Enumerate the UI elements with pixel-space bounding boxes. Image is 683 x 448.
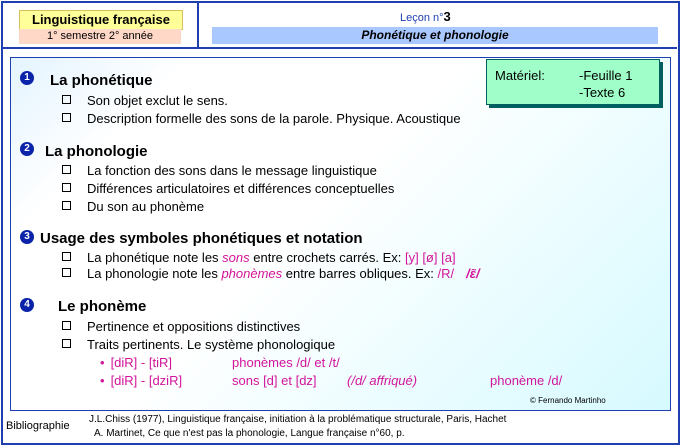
example-pair: [diR] - [tiR] [110,355,172,370]
list-item-text: entre crochets carrés. Ex: [249,250,405,265]
list-item-text: Traits pertinents. Le système phonologique [87,337,336,352]
copyright-text: © Fernando Martinho [530,396,606,405]
list-item-text: Son objet exclut le sens. [87,93,228,108]
phonological-example: /ɛ̃/ [466,266,480,281]
topic-title: Phonétique et phonologie [212,27,658,44]
lesson-number: 3 [443,9,451,24]
materiel-box [486,59,660,105]
list-item-text: La phonologie note les [87,266,222,281]
phonetic-example: [y] [ø] [a] [404,250,456,265]
materiel-item: -Texte 6 [579,85,626,100]
section-number-badge: 4 [20,298,34,312]
semester-label: 1° semestre 2° année [19,29,181,44]
list-item-text: Description formelle des sons de la parole. Physique. Acoustique [87,111,461,126]
list-item-text: La fonction des sons dans le message linguistique [87,163,377,178]
list-item [62,266,480,281]
materiel-label: Matériel: [495,68,545,83]
example-bullet [100,373,182,388]
section-title: La phonologie [45,143,148,160]
bibliography-entry: A. Martinet, Ce que n'est pas la phonologie, Langue française n°60, p. [94,428,405,439]
checkbox-bullet-icon [62,339,71,348]
checkbox-bullet-icon [62,183,71,192]
checkbox-bullet-icon [62,268,71,277]
lesson-label-text: Leçon n° [400,12,444,24]
checkbox-bullet-icon [62,113,71,122]
list-item [62,337,335,352]
example-note: phonèmes /d/ et /t/ [232,355,340,370]
emphasis-term: sons [222,250,250,265]
example-note: phonème /d/ [490,373,563,388]
list-item [62,93,228,108]
example-pair: [diR] - [dziR] [110,373,183,388]
list-item [62,181,394,196]
section-number-badge: 2 [20,142,34,156]
list-item-text: entre barres obliques. Ex: [282,266,438,281]
bullet-dot-icon: • [100,373,105,388]
bullet-dot-icon: • [100,355,105,370]
section-number-badge: 1 [20,71,34,85]
checkbox-bullet-icon [62,95,71,104]
emphasis-term: phonèmes [221,266,283,281]
section-title: Usage des symboles phonétiques et notation [40,230,363,247]
checkbox-bullet-icon [62,165,71,174]
checkbox-bullet-icon [62,252,71,261]
list-item [62,319,300,334]
list-item-text: Pertinence et oppositions distinctives [87,319,301,334]
bibliography-label: Bibliographie [6,420,70,432]
course-title: Linguistique française [19,10,183,30]
section-title: La phonétique [50,72,153,89]
example-note: sons [d] et [dz] [232,373,317,388]
list-item-text: Différences articulatoires et différences conceptuelles [87,181,395,196]
checkbox-bullet-icon [62,201,71,210]
materiel-item: -Feuille 1 [579,68,633,83]
example-bullet [100,355,172,370]
list-item [62,111,461,126]
list-item [62,199,204,214]
list-item [62,163,377,178]
section-number-badge: 3 [20,230,34,244]
list-item-text: La phonétique note les [87,250,223,265]
list-item-text: Du son au phonème [87,199,205,214]
list-item [62,250,456,265]
phonological-example: /R/ [437,266,455,281]
section-title: Le phonème [58,298,147,315]
lesson-label [400,9,451,24]
checkbox-bullet-icon [62,321,71,330]
example-note: (/d/ affriqué) [347,373,418,388]
bibliography-entry: J.L.Chiss (1977), Linguistique française, initiation à la problématique structurale, Paris, Hachet [89,414,507,425]
